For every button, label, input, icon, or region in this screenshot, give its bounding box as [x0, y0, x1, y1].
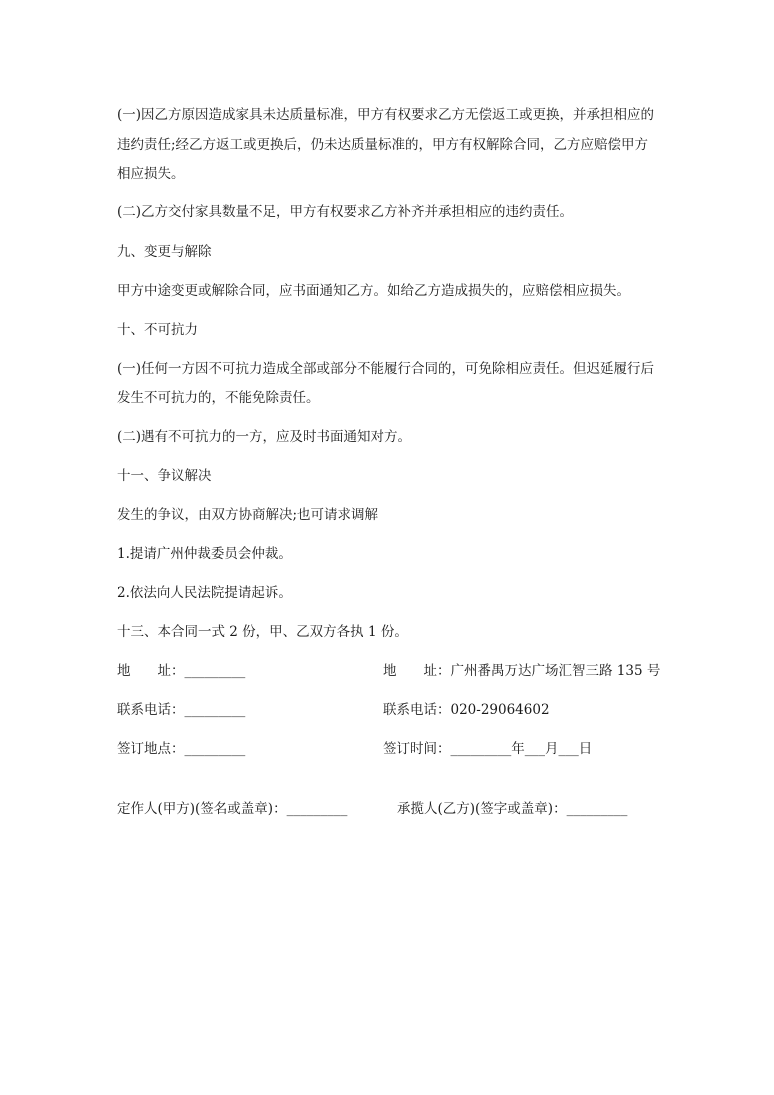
dispute-option-2: 2.依法向人民法院提请起诉。 — [117, 585, 292, 601]
force-majeure-line-2: 发生不可抗力的，不能免除责任。 — [117, 390, 320, 406]
force-majeure-notice: (二)遇有不可抗力的一方，应及时书面通知对方。 — [117, 429, 412, 445]
section-heading-force-majeure: 十、不可抗力 — [117, 322, 198, 338]
signing-place-field: 签订地点：_________ — [117, 741, 246, 757]
change-termination-text: 甲方中途变更或解除合同，应书面通知乙方。如给乙方造成损失的，应赔偿相应损失。 — [117, 283, 630, 299]
party-b-phone-field: 联系电话：020-29064602 — [383, 702, 550, 718]
force-majeure-line-1: (一)任何一方因不可抗力造成全部或部分不能履行合同的，可免除相应责任。但迟延履行后 — [117, 361, 655, 377]
party-a-signature-field: 定作人(甲方)(签名或盖章)：_________ — [117, 801, 348, 817]
clause-2: (二)乙方交付家具数量不足，甲方有权要求乙方补齐并承担相应的违约责任。 — [117, 204, 574, 220]
signing-time-field: 签订时间：_________年___月___日 — [383, 741, 593, 757]
copies-clause: 十三、本合同一式 2 份，甲、乙双方各执 1 份。 — [117, 624, 408, 640]
party-a-address-field: 地 址：_________ — [117, 663, 246, 679]
dispute-text: 发生的争议，由双方协商解决;也可请求调解 — [117, 507, 379, 523]
clause-1-line-2: 违约责任;经乙方返工或更换后，仍未达质量标准的，甲方有权解除合同，乙方应赔偿甲方 — [117, 137, 649, 153]
section-heading-change-termination: 九、变更与解除 — [117, 244, 212, 260]
party-a-phone-field: 联系电话：_________ — [117, 702, 246, 718]
party-b-address-field: 地 址：广州番禺万达广场汇智三路 135 号 — [383, 663, 661, 679]
party-b-signature-field: 承揽人(乙方)(签字或盖章)：_________ — [397, 801, 628, 817]
clause-1-line-3: 相应损失。 — [117, 166, 185, 182]
dispute-option-1: 1.提请广州仲裁委员会仲裁。 — [117, 546, 292, 562]
section-heading-dispute: 十一、争议解决 — [117, 468, 212, 484]
clause-1-line-1: (一)因乙方原因造成家具未达质量标准，甲方有权要求乙方无偿返工或更换，并承担相应的 — [117, 107, 655, 123]
